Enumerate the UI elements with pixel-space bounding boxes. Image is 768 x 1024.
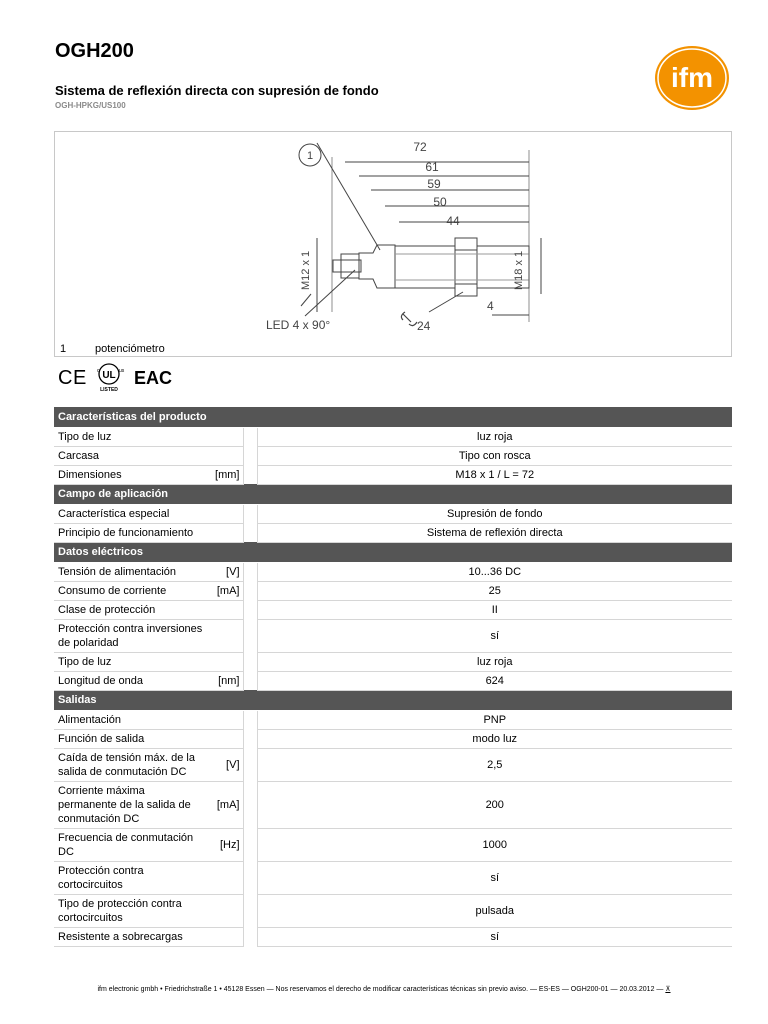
row-unit: [V] bbox=[209, 562, 243, 581]
row-label: Caída de tensión máx. de la salida de conmutación DC bbox=[54, 748, 209, 781]
thread-right-label: M18 x 1 bbox=[513, 250, 525, 290]
wrench-icon bbox=[401, 312, 417, 326]
row-value: pulsada bbox=[257, 894, 732, 927]
row-unit bbox=[209, 861, 243, 894]
table-row bbox=[54, 927, 732, 946]
row-label: Tipo de protección contra cortocircuitos bbox=[54, 894, 209, 927]
table-row bbox=[54, 581, 732, 600]
row-value: sí bbox=[257, 619, 732, 652]
svg-text:us: us bbox=[119, 368, 125, 374]
row-unit bbox=[209, 600, 243, 619]
ifm-logo bbox=[654, 45, 730, 111]
row-value: 1000 bbox=[257, 828, 732, 861]
svg-text:ifm: ifm bbox=[671, 62, 713, 93]
table-row bbox=[54, 504, 732, 523]
row-value: 624 bbox=[257, 671, 732, 690]
dimension-drawing bbox=[54, 131, 732, 357]
row-label: Tipo de luz bbox=[54, 427, 209, 446]
eac-mark-icon bbox=[134, 368, 172, 388]
table-row bbox=[54, 861, 732, 894]
nut-width-label: 4 bbox=[487, 299, 494, 313]
row-unit: [Hz] bbox=[209, 828, 243, 861]
row-unit bbox=[209, 729, 243, 748]
article-code: OGH-HPKG/US100 bbox=[55, 101, 126, 110]
legend-text: potenciómetro bbox=[95, 343, 165, 355]
row-value: PNP bbox=[257, 710, 732, 729]
row-label: Característica especial bbox=[54, 504, 209, 523]
row-unit bbox=[209, 894, 243, 927]
svg-text:UL: UL bbox=[102, 370, 116, 381]
row-value: Supresión de fondo bbox=[257, 504, 732, 523]
table-row bbox=[54, 446, 732, 465]
row-label: Clase de protección bbox=[54, 600, 209, 619]
row-label: Tipo de luz bbox=[54, 652, 209, 671]
ce-mark-icon bbox=[58, 367, 86, 389]
section-header bbox=[54, 690, 732, 710]
footer-text: ifm electronic gmbh • Friedrichstraße 1 • 45128 Essen — Nos reservamos el derecho de modificar características técnicas sin previo aviso. — ES-ES — OGH200-01 — 20.03.2012 — bbox=[97, 986, 664, 993]
page-curl-icon: ⊼ bbox=[665, 986, 671, 993]
table-row bbox=[54, 671, 732, 690]
row-value: 10...36 DC bbox=[257, 562, 732, 581]
wrench-size-label: 24 bbox=[417, 319, 431, 333]
row-unit bbox=[209, 504, 243, 523]
page-footer bbox=[0, 985, 768, 993]
section-title: Campo de aplicación bbox=[54, 484, 732, 504]
row-value: sí bbox=[257, 927, 732, 946]
row-label: Consumo de corriente bbox=[54, 581, 209, 600]
callout-number: 1 bbox=[306, 150, 314, 162]
row-value: M18 x 1 / L = 72 bbox=[257, 465, 732, 484]
led-label: LED 4 x 90° bbox=[266, 318, 331, 332]
row-unit bbox=[209, 427, 243, 446]
specification-table bbox=[54, 407, 732, 947]
row-value: 200 bbox=[257, 781, 732, 828]
row-value: luz roja bbox=[257, 652, 732, 671]
table-row bbox=[54, 523, 732, 542]
legend-number: 1 bbox=[60, 343, 67, 355]
row-value: luz roja bbox=[257, 427, 732, 446]
thread-left-label: M12 x 1 bbox=[300, 250, 312, 290]
section-header bbox=[54, 407, 732, 427]
row-unit: [mm] bbox=[209, 465, 243, 484]
row-value: modo luz bbox=[257, 729, 732, 748]
svg-text:EAC: EAC bbox=[134, 368, 173, 388]
row-unit bbox=[209, 619, 243, 652]
row-unit: [mA] bbox=[209, 581, 243, 600]
row-label: Alimentación bbox=[54, 710, 209, 729]
dimension-label: 50 bbox=[433, 195, 447, 209]
row-unit: [V] bbox=[209, 748, 243, 781]
row-value: II bbox=[257, 600, 732, 619]
svg-text:C: C bbox=[58, 367, 73, 389]
row-label: Carcasa bbox=[54, 446, 209, 465]
page-title: OGH200 bbox=[55, 40, 134, 62]
row-value: Sistema de reflexión directa bbox=[257, 523, 732, 542]
row-unit bbox=[209, 446, 243, 465]
table-row bbox=[54, 465, 732, 484]
row-value: 2,5 bbox=[257, 748, 732, 781]
row-label: Protección contra inversiones de polaridad bbox=[54, 619, 209, 652]
row-unit bbox=[209, 710, 243, 729]
table-row bbox=[54, 748, 732, 781]
dimension-label: 59 bbox=[427, 177, 441, 191]
row-label: Tensión de alimentación bbox=[54, 562, 209, 581]
row-value: sí bbox=[257, 861, 732, 894]
row-unit: [mA] bbox=[209, 781, 243, 828]
row-label: Longitud de onda bbox=[54, 671, 209, 690]
table-row bbox=[54, 729, 732, 748]
section-title: Características del producto bbox=[54, 407, 732, 427]
section-header bbox=[54, 542, 732, 562]
section-header bbox=[54, 484, 732, 504]
row-unit bbox=[209, 652, 243, 671]
table-row bbox=[54, 562, 732, 581]
row-value: Tipo con rosca bbox=[257, 446, 732, 465]
svg-text:E: E bbox=[73, 367, 87, 389]
row-label: Corriente máxima permanente de la salida de conmutación DC bbox=[54, 781, 209, 828]
dimension-label: 61 bbox=[425, 160, 439, 174]
table-row bbox=[54, 710, 732, 729]
table-row bbox=[54, 427, 732, 446]
ul-listed-icon bbox=[97, 364, 125, 393]
row-label: Frecuencia de conmutación DC bbox=[54, 828, 209, 861]
table-row bbox=[54, 781, 732, 828]
section-title: Salidas bbox=[54, 690, 732, 710]
table-row bbox=[54, 894, 732, 927]
section-title: Datos eléctricos bbox=[54, 542, 732, 562]
page-subtitle: Sistema de reflexión directa con supresión de fondo bbox=[55, 83, 379, 98]
row-unit bbox=[209, 927, 243, 946]
row-value: 25 bbox=[257, 581, 732, 600]
table-row bbox=[54, 828, 732, 861]
row-label: Protección contra cortocircuitos bbox=[54, 861, 209, 894]
table-row bbox=[54, 619, 732, 652]
row-unit bbox=[209, 523, 243, 542]
row-label: Principio de funcionamiento bbox=[54, 523, 209, 542]
dimension-label: 44 bbox=[446, 214, 460, 228]
row-label: Función de salida bbox=[54, 729, 209, 748]
row-unit: [nm] bbox=[209, 671, 243, 690]
row-label: Resistente a sobrecargas bbox=[54, 927, 209, 946]
table-row bbox=[54, 652, 732, 671]
svg-text:c: c bbox=[97, 368, 100, 374]
table-row bbox=[54, 600, 732, 619]
svg-text:LISTED: LISTED bbox=[100, 387, 118, 393]
dimension-label: 72 bbox=[413, 140, 427, 154]
certification-marks bbox=[58, 362, 173, 393]
row-label: Dimensiones bbox=[54, 465, 209, 484]
